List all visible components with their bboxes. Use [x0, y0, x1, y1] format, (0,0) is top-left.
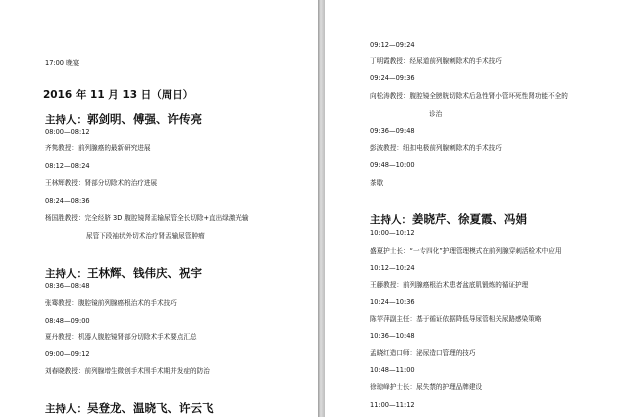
right-page — [325, 0, 640, 417]
host-names: 吴登龙、温晓飞、许云飞 — [87, 401, 214, 415]
schedule-talk: 向松涛教授：腹腔镜全膀胱切除术后急性肾小管坏死性肾功能不全的 — [370, 92, 568, 100]
schedule-talk: 张骞教授：腹腔镜前列腺癌根治术的手术技巧 — [45, 299, 177, 307]
session-4-host — [370, 210, 527, 226]
schedule-time: 10:24—10:36 — [370, 298, 415, 306]
schedule-talk: 盛夏护士长：“一专四化”护理管理模式在前列腺穿刺活检术中应用 — [370, 247, 562, 255]
schedule-time: 10:12—10:24 — [370, 264, 415, 272]
schedule-talk-continued: 诊治 — [429, 110, 443, 118]
schedule-talk: 王藤教授：前列腺癌根治术患者盆底肌锻炼的循证护理 — [370, 281, 529, 289]
schedule-time: 08:12—08:24 — [45, 162, 90, 170]
schedule-talk: 徐琼峰护士长：尿失禁的护理品牌建设 — [370, 383, 483, 391]
schedule-time: 09:48—10:00 — [370, 161, 415, 169]
schedule-time: 10:48—11:00 — [370, 366, 415, 374]
schedule-time: 09:12—09:24 — [370, 41, 415, 49]
session-1-host — [45, 110, 202, 126]
schedule-time: 08:48—09:00 — [45, 317, 90, 325]
date-heading: 2016 年 11 月 13 日（周日） — [43, 89, 194, 101]
host-label: 主持人： — [45, 268, 87, 280]
schedule-talk: 陈苹萍副主任：基于循证依据降低导尿管相关尿路感染策略 — [370, 315, 542, 323]
schedule-talk: 丁明霞教授：经尿道前列腺剜除术的手术技巧 — [370, 57, 502, 65]
host-names: 姜晓芹、徐夏霞、冯娟 — [412, 212, 527, 226]
schedule-time: 09:00—09:12 — [45, 350, 90, 358]
schedule-talk: 齐隽教授：前列腺癌的最新研究进展 — [45, 144, 151, 152]
session-3-host — [45, 399, 214, 415]
page-gutter — [318, 0, 325, 417]
schedule-talk: 王林辉教授：肾部分切除术的治疗进展 — [45, 179, 158, 187]
schedule-talk: 彭波教授：纽扣电极前列腺剜除术的手术技巧 — [370, 144, 502, 152]
schedule-time: 10:36—10:48 — [370, 332, 415, 340]
host-label: 主持人： — [370, 214, 412, 226]
schedule-time: 08:36—08:48 — [45, 282, 90, 290]
schedule-talk-continued: 尿管下段袖状外切术治疗肾盂输尿管肿瘤 — [86, 232, 205, 240]
dinner-line: 17:00 晚宴 — [45, 59, 80, 67]
left-page — [0, 0, 318, 417]
schedule-talk: 茶歇 — [370, 179, 384, 187]
schedule-time: 08:24—08:36 — [45, 197, 90, 205]
schedule-time: 09:24—09:36 — [370, 74, 415, 82]
host-names: 郭剑明、傅强、许传亮 — [87, 112, 202, 126]
schedule-talk: 孟晓红造口师：泌尿造口管理的技巧 — [370, 349, 476, 357]
schedule-time: 09:36—09:48 — [370, 127, 415, 135]
schedule-time: 10:00—10:12 — [370, 229, 415, 237]
session-2-host — [45, 264, 202, 280]
schedule-time: 08:00—08:12 — [45, 128, 90, 136]
host-label: 主持人： — [45, 403, 87, 415]
schedule-talk: 杨国胜教授：完全经脐 3D 腹腔镜肾盂输尿管全长切除+直出绿激光输 — [45, 214, 249, 222]
schedule-talk: 夏丹教授：机器人腹腔镜肾部分切除术手术要点汇总 — [45, 333, 197, 341]
schedule-time: 11:00—11:12 — [370, 401, 415, 409]
host-label: 主持人： — [45, 114, 87, 126]
schedule-talk: 刘春晓教授：前列腺增生微创手术围手术期并发症的防治 — [45, 367, 210, 375]
host-names: 王林辉、钱伟庆、祝宇 — [87, 266, 202, 280]
